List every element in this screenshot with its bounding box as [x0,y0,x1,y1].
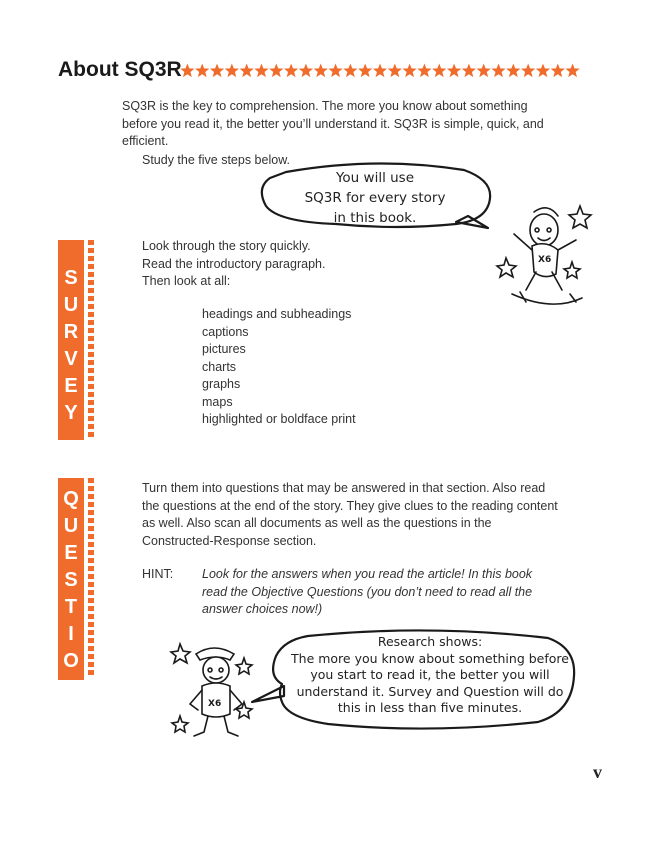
survey-tab [58,240,84,440]
dot-mark [88,542,94,547]
dot-mark [88,256,94,261]
dot-mark [88,328,94,333]
star-rule [180,58,580,84]
dot-mark [88,526,94,531]
mascot-shirt-label: X6 [538,255,552,265]
star-icon [462,64,476,78]
star-icon [240,64,254,78]
star-icon [180,64,194,78]
dot-mark [88,622,94,627]
dot-mark [88,344,94,349]
star-icon [358,64,372,78]
dot-mark [88,240,94,245]
dot-mark [88,582,94,587]
dot-mark [88,510,94,515]
star-icon [328,64,342,78]
dot-mark [88,614,94,619]
dot-mark [88,264,94,269]
tab-letter: Y [64,402,78,424]
dot-mark [88,598,94,603]
dot-mark [88,630,94,635]
star-icon [314,64,328,78]
tab-letter: N [63,677,79,699]
list-item: headings and subheadings [202,307,352,321]
dot-mark [88,360,94,365]
study-instruction: Study the five steps below. [142,153,291,167]
tab-letter: U [63,294,79,316]
survey-list [202,306,356,429]
star-icon [565,64,579,78]
bubble-bottom-line: The more you know about something before [291,650,569,666]
page-title: About SQ3R [58,58,182,81]
dot-mark [88,416,94,421]
dot-mark [88,662,94,667]
dot-mark [88,606,94,611]
bubble-bottom-line: Research shows: [377,634,483,649]
dot-mark [88,368,94,373]
bubble-top-text [270,168,480,228]
dot-mark [88,376,94,381]
question-paragraph: Turn them into questions that may be answered in that section. Also read the questions at the end of the story. They give clues to the reading content as well. Also scan all documents as well as the questions in the Constructed-Response section. [142,481,558,548]
star-icon [521,64,535,78]
dot-mark [88,558,94,563]
dot-mark [88,550,94,555]
survey-line: Look through the story quickly. [142,239,311,253]
bubble-bottom-line: you start to read it, the better you will [310,667,550,682]
bubble-bottom-line: understand it. Survey and Question will do [296,683,564,699]
list-item: graphs [202,377,241,391]
dot-mark [88,392,94,397]
star-icon [551,64,565,78]
tab-letter: E [64,542,78,564]
star-icon [254,64,268,78]
star-icon [403,64,417,78]
question-tab [58,478,84,699]
dot-mark [88,304,94,309]
tab-letter: I [68,623,74,645]
tab-letter: S [64,569,78,591]
dot-mark [88,638,94,643]
star-icon [388,64,402,78]
dot-mark [88,486,94,491]
star-icon [417,64,431,78]
dot-mark [88,566,94,571]
dot-mark [88,400,94,405]
star-icon [299,64,313,78]
list-item: maps [202,394,233,409]
survey-instructions [142,238,325,291]
page-number: v [593,762,602,782]
question-dotted-rule [88,478,96,680]
dot-mark [88,478,94,483]
star-icon [284,64,298,78]
dot-mark [88,574,94,579]
dot-mark [88,320,94,325]
intro-paragraph: SQ3R is the key to comprehension. The more you know about something before you read it, the better you’ll understand it. SQ3R is simple, quick, and efficient. [122,99,544,148]
bubble-top-line: You will use [335,170,415,186]
list-item: captions [202,324,249,339]
dot-mark [88,502,94,507]
dot-mark [88,646,94,651]
dot-mark [88,336,94,341]
tab-letter: E [64,375,78,397]
tab-letter: Q [63,488,79,510]
list-item: charts [202,359,237,374]
dot-mark [88,494,94,499]
survey-line: Read the introductory paragraph. [142,256,326,271]
star-icon [343,64,357,78]
dot-mark [88,288,94,293]
dot-mark [88,272,94,277]
dot-mark [88,654,94,659]
tab-letter: S [64,267,78,289]
star-icon [447,64,461,78]
survey-line: Then look at all: [142,274,231,288]
dot-mark [88,670,94,675]
dot-mark [88,248,94,253]
star-icon [373,64,387,78]
list-item: highlighted or boldface print [202,412,356,426]
star-icon [269,64,283,78]
dot-mark [88,296,94,301]
dot-mark [88,432,94,437]
tab-letter: T [64,596,78,618]
star-icon [506,64,520,78]
mascot-shirt-label: X6 [208,699,222,709]
dot-mark [88,352,94,357]
dot-mark [88,280,94,285]
dot-mark [88,534,94,539]
dot-mark [88,518,94,523]
star-icon [195,64,209,78]
star-icon [536,64,550,78]
dot-mark [88,424,94,429]
star-icon [477,64,491,78]
hint-text: Look for the answers when you read the article! In this book read the Objective Questions (you don’t need to read all the answer choices now!) [202,567,533,616]
star-icon [210,64,224,78]
star-icon [491,64,505,78]
survey-dotted-rule [88,240,96,440]
mascot-skateboard-illustration [492,198,602,323]
tab-letter: R [63,321,79,343]
dot-mark [88,384,94,389]
list-item: pictures [202,342,246,356]
tab-letter: O [63,650,79,672]
dot-mark [88,408,94,413]
dot-mark [88,590,94,595]
star-icon [432,64,446,78]
tab-letter: U [63,515,79,537]
bubble-bottom-text [286,634,574,717]
tab-letter: V [64,348,78,370]
bubble-top-line: in this book. [333,210,417,226]
bubble-bottom-line: this in less than five minutes. [337,700,523,715]
dot-mark [88,312,94,317]
bubble-top-line: SQ3R for every story [304,190,446,206]
star-icon [225,64,239,78]
hint-label: HINT: [142,567,174,581]
